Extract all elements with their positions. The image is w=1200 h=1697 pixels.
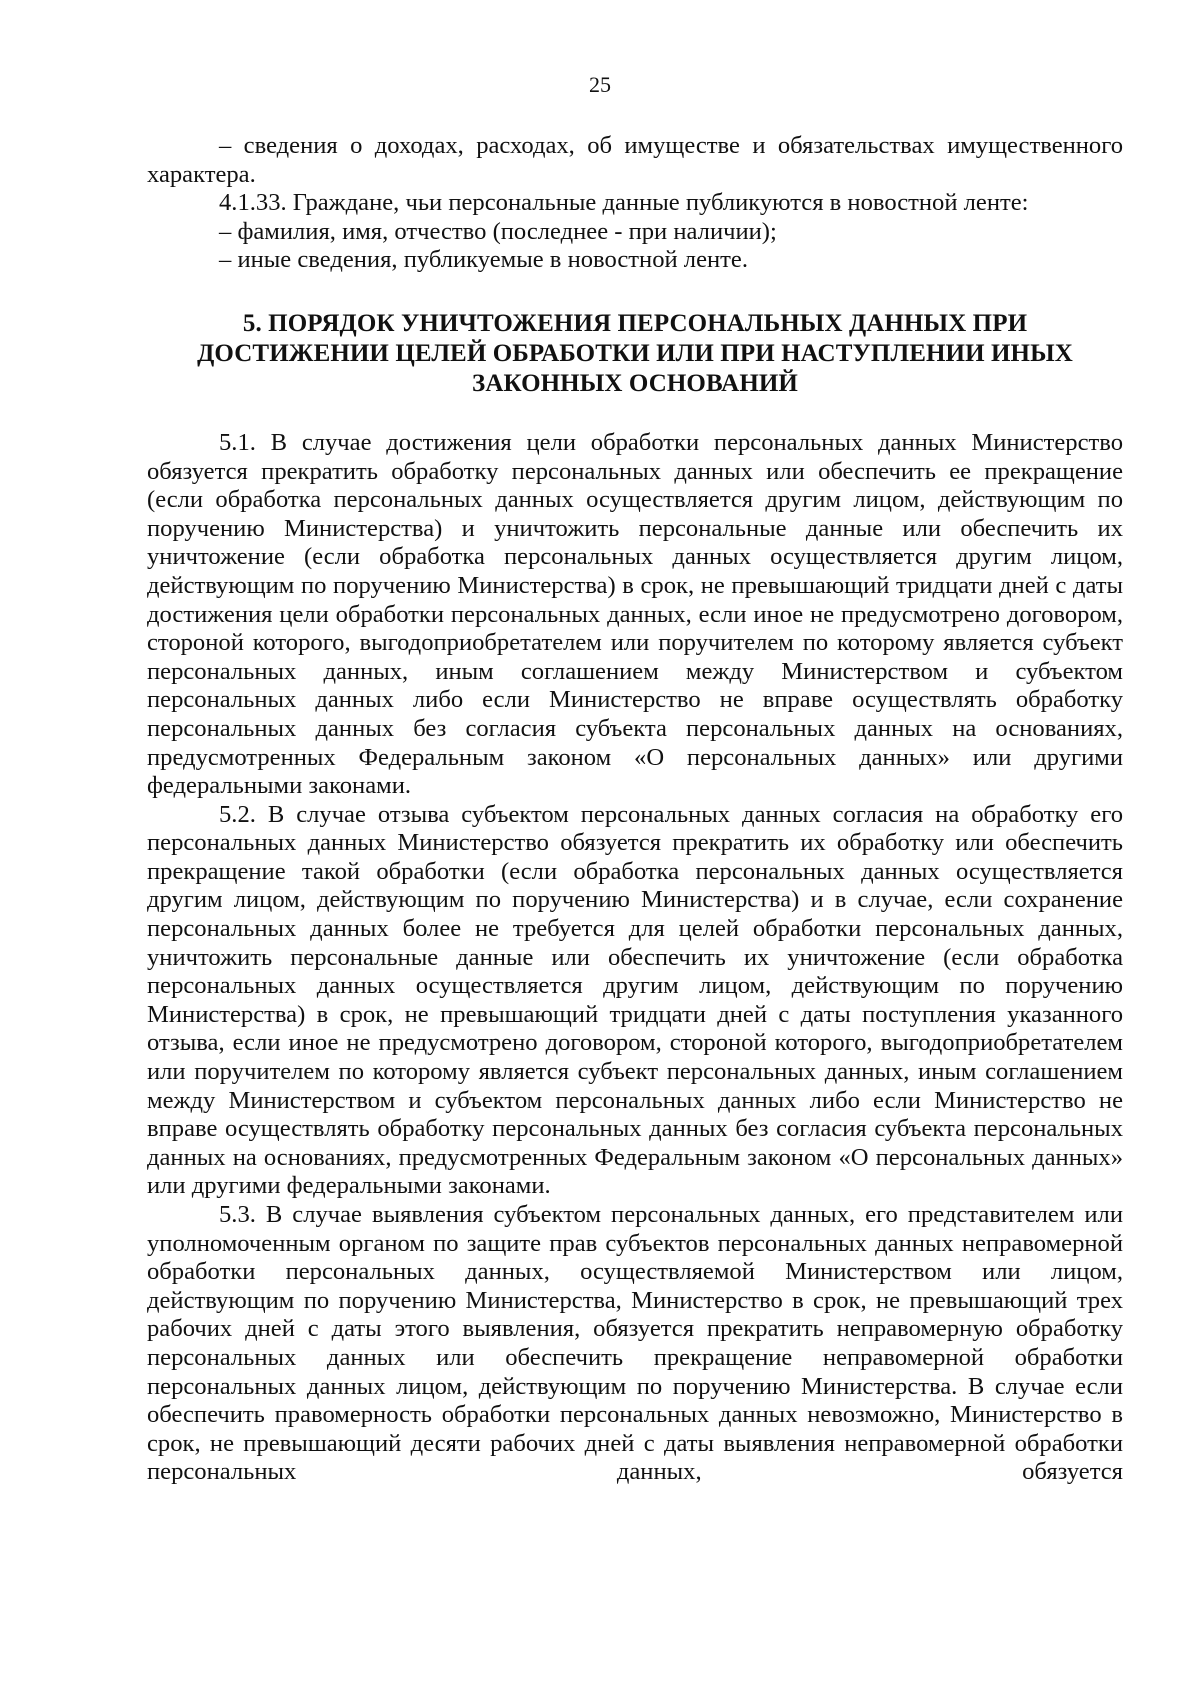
list-item-other-info: – иные сведения, публикуемые в новостной ленте.: [219, 246, 748, 274]
page-number: 25: [589, 72, 611, 97]
paragraph-5-2: 5.2. В случае отзыва субъектом персональных данных согласия на обработку его персональных данных Министерство обязуется прекратить их обработку или обеспечить прекращение такой обработки (если обработка персональных данных осуществляется другим лицом, действующим по поручению Министерства) и в случае, если сохранение персональных данных более не требуется для целей обработки персональных данных, уничтожить персональные данные или обеспечить их уничтожение (если обработка персональных данных осуществляется другим лицом, действующим по поручению Министерства) в срок, не превышающий тридцати дней с даты поступления указанного отзыва, если иное не предусмотрено договором, стороной которого, выгодоприобретателем или поручителем по которому является субъект персональных данных, иным соглашением между Министерством и субъектом персональных данных либо если Министерство не вправе осуществлять обработку персональных данных без согласия субъекта персональных данных на основаниях, предусмотренных Федеральным законом «О персональных данных» или другими федеральными законами.: [147, 800, 1123, 1200]
heading-line: ЗАКОННЫХ ОСНОВАНИЙ: [472, 369, 798, 397]
page-content: [147, 132, 1123, 1487]
heading-line: ДОСТИЖЕНИИ ЦЕЛЕЙ ОБРАБОТКИ ИЛИ ПРИ НАСТУПЛЕНИИ ИНЫХ: [197, 339, 1073, 367]
list-item-full-name: – фамилия, имя, отчество (последнее - при наличии);: [219, 217, 777, 245]
section-5-heading: [187, 309, 1083, 399]
paragraph-5-3: 5.3. В случае выявления субъектом персональных данных, его представителем или уполномоченным органом по защите прав субъектов персональных данных неправомерной обработки персональных данных, осуществляемой Министерством или лицом, действующим по поручению Министерства, Министерство в срок, не превышающий трех рабочих дней с даты этого выявления, обязуется прекратить неправомерную обработку персональных данных или обеспечить прекращение неправомерной обработки персональных данных лицом, действующим по поручению Министерства. В случае если обеспечить правомерность обработки персональных данных невозможно, Министерство в срок, не превышающий десяти рабочих дней с даты выявления неправомерной обработки персональных данных, обязуется: [147, 1201, 1123, 1486]
paragraph-5-1: 5.1. В случае достижения цели обработки персональных данных Министерство обязуется прекратить обработку персональных данных или обеспечить ее прекращение (если обработка персональных данных осуществляется другим лицом, действующим по поручению Министерства) и уничтожить персональные данные или обеспечить их уничтожение (если обработка персональных данных осуществляется другим лицом, действующим по поручению Министерства) в срок, не превышающий тридцати дней с даты достижения цели обработки персональных данных, если иное не предусмотрено договором, стороной которого, выгодоприобретателем или поручителем по которому является субъект персональных данных, иным соглашением между Министерством и субъектом персональных данных либо если Министерство не вправе осуществлять обработку персональных данных без согласия субъекта персональных данных на основаниях, предусмотренных Федеральным законом «О персональных данных» или другими федеральными законами.: [147, 428, 1123, 800]
list-item-income-info: – сведения о доходах, расходах, об имуществе и обязательствах имущественного характера.: [147, 132, 1123, 188]
heading-line: 5. ПОРЯДОК УНИЧТОЖЕНИЯ ПЕРСОНАЛЬНЫХ ДАННЫХ ПРИ: [242, 309, 1028, 337]
clause-4-1-33: 4.1.33. Граждане, чьи персональные данные публикуются в новостной ленте:: [219, 189, 1029, 217]
